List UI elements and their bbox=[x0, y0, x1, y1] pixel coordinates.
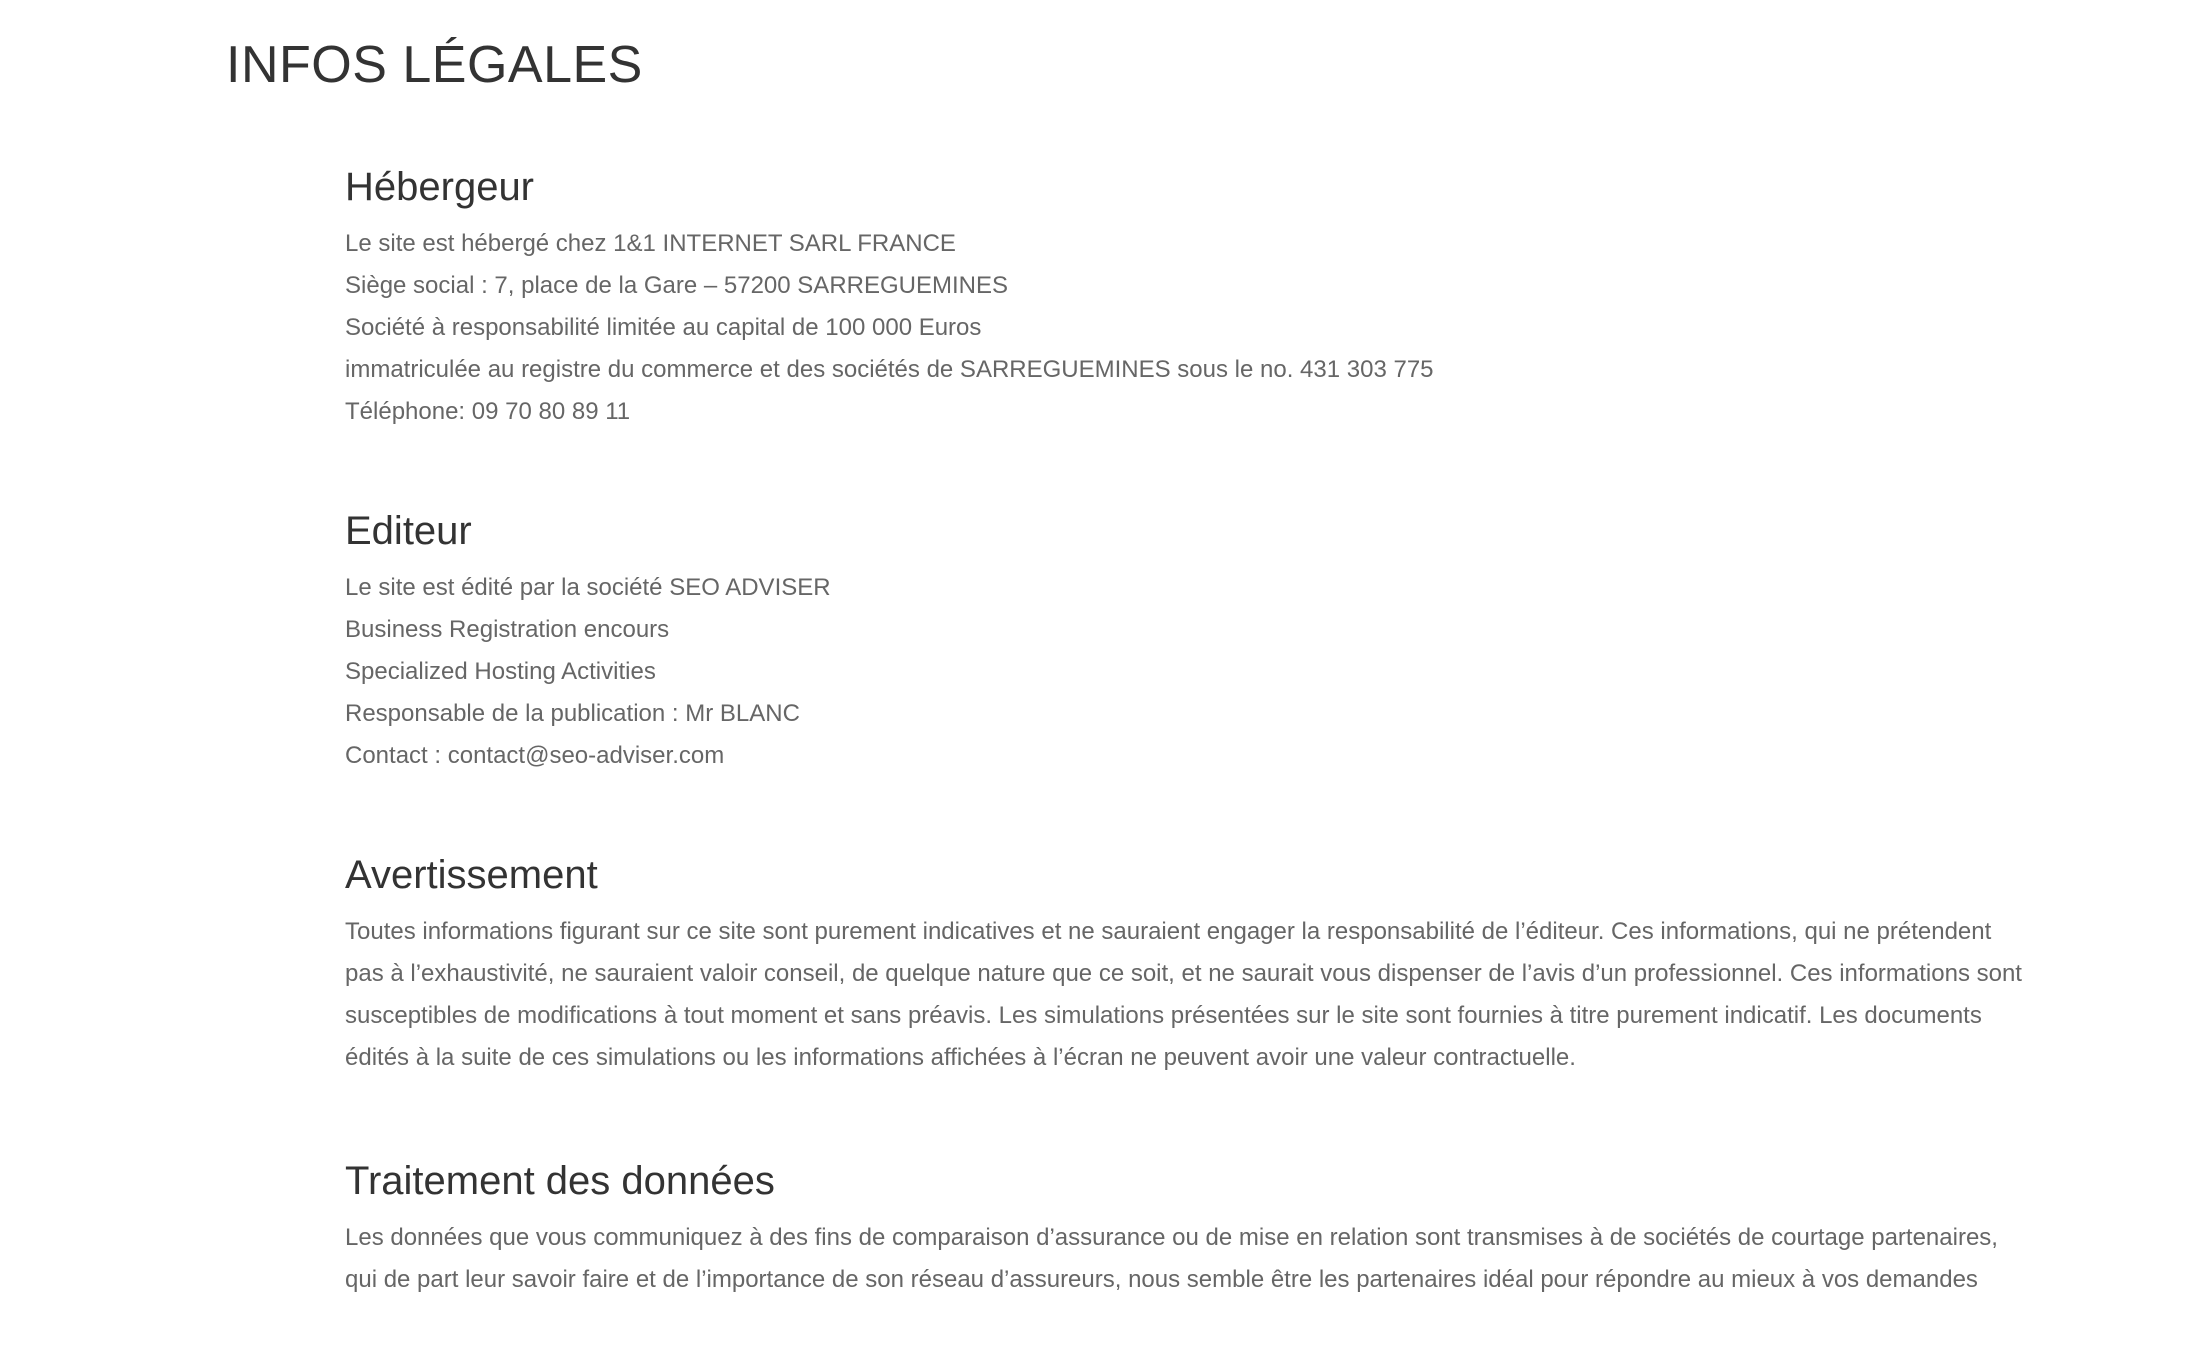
editeur-line-company: Le site est édité par la société SEO ADVISER bbox=[345, 574, 831, 601]
avertissement-text: Toutes informations figurant sur ce site sont purement indicatives et ne sauraient engager la responsabilité de l’éditeur. Ces informations, qui ne prétendent pas à l’exhaustivité, ne sauraient valoir conseil, de quelque nature que ce soit, et ne saurait vous dispenser de l’avis d’un professionnel. Ces informations sont susceptibles de modifications à tout moment et sans préavis. Les simulations présentées sur le site sont fournies à titre purement indicatif. Les documents édités à la suite de ces simulations ou les informations affichées à l’écran ne peuvent avoir une valeur contractuelle. bbox=[345, 918, 2022, 1071]
editeur-line-activities: Specialized Hosting Activities bbox=[345, 658, 656, 685]
section-hebergeur bbox=[345, 159, 2035, 433]
editeur-line-registration: Business Registration encours bbox=[345, 616, 670, 643]
section-avertissement bbox=[345, 847, 2035, 1079]
section-heading-hebergeur: Hébergeur bbox=[345, 165, 535, 209]
hebergeur-line-address: Siège social : 7, place de la Gare – 57200 SARREGUEMINES bbox=[345, 272, 1008, 299]
section-heading-avertissement: Avertissement bbox=[345, 853, 598, 897]
hebergeur-line-registry: immatriculée au registre du commerce et des sociétés de SARREGUEMINES sous le no. 431 303 775 bbox=[345, 356, 1434, 383]
editeur-line-contact: Contact : contact@seo-adviser.com bbox=[345, 742, 725, 769]
section-traitement bbox=[345, 1153, 2035, 1301]
legal-content bbox=[345, 159, 2035, 1371]
section-editeur bbox=[345, 503, 2035, 777]
section-heading-editeur: Editeur bbox=[345, 509, 472, 553]
hebergeur-line-phone: Téléphone: 09 70 80 89 11 bbox=[345, 398, 631, 425]
hebergeur-line-capital: Société à responsabilité limitée au capital de 100 000 Euros bbox=[345, 314, 982, 341]
editeur-line-publication: Responsable de la publication : Mr BLANC bbox=[345, 700, 800, 727]
hebergeur-line-host: Le site est hébergé chez 1&1 INTERNET SARL FRANCE bbox=[345, 230, 956, 257]
page-title: INFOS LÉGALES bbox=[226, 36, 643, 94]
traitement-text: Les données que vous communiquez à des fins de comparaison d’assurance ou de mise en relation sont transmises à de sociétés de courtage partenaires, qui de part leur savoir faire et de l’importance de son réseau d’assureurs, nous semble être les partenaires idéal pour répondre au mieux à vos demandes bbox=[345, 1224, 1998, 1293]
section-heading-traitement: Traitement des données bbox=[345, 1159, 775, 1203]
